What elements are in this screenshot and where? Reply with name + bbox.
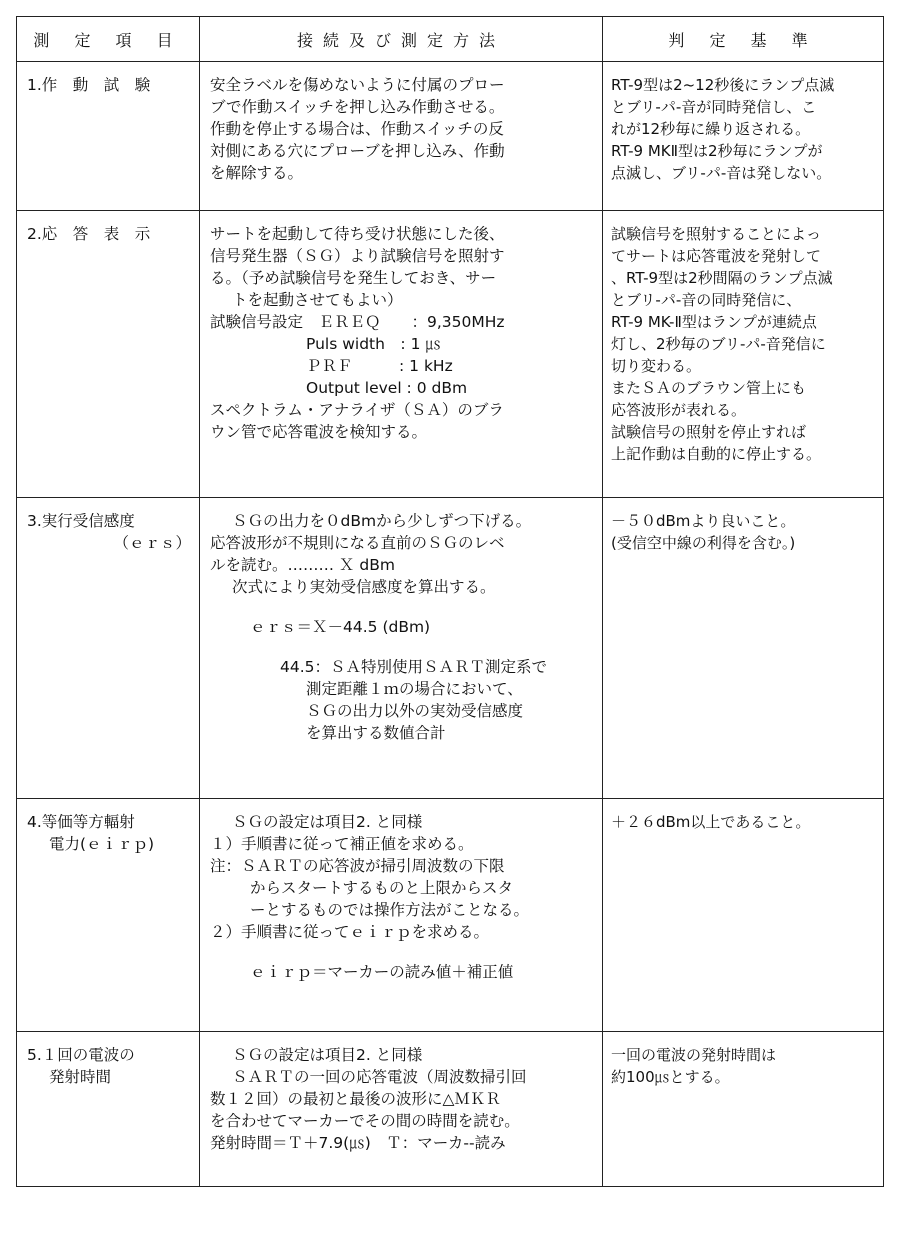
item-cell (17, 62, 200, 211)
method-line: 応答波形が不規則になる直前のＳＧのレベ (210, 534, 505, 552)
signal-setting-ereq: 試験信号設定 ＥＲＥＱ ：9,350MHz (210, 313, 505, 331)
header-criteria: 判 定 基 準 (603, 17, 884, 62)
method-line: ルを読む。……… Ｘ dBm (210, 556, 395, 574)
criteria-line: とブリ-パ-音が同時発信し、こ (611, 98, 817, 116)
criteria-line: とブリ-パ-音の同時発信に、 (611, 291, 802, 309)
item-name: 2.応 答 表 示 (27, 225, 151, 243)
table-row (17, 498, 884, 799)
method-line: 作動を停止する場合は、作動スイッチの反 (210, 120, 504, 138)
method-line: 44.5：ＳＡ特別使用ＳＡＲＴ測定系で (280, 658, 548, 676)
header-item: 測 定 項 目 (17, 17, 200, 62)
method-cell (200, 1032, 603, 1187)
spacer (210, 638, 598, 656)
item-subname: （ｅｒｓ） (113, 534, 191, 552)
criteria-line: 約100㎲とする。 (611, 1068, 730, 1086)
spacer (210, 943, 598, 961)
method-line: トを起動させてもよい） (232, 291, 403, 309)
criteria-line: てサートは応答電波を発射して (611, 247, 822, 265)
criteria-cell (603, 799, 884, 1032)
method-line: ウン管で応答電波を検知する。 (210, 423, 428, 441)
criteria-line: 試験信号の照射を停止すれば (611, 423, 807, 441)
signal-setting-puls-width: Puls width : 1 ㎲ (306, 335, 441, 353)
method-cell (200, 62, 603, 211)
method-line: からスタートするものと上限からスタ (250, 879, 514, 897)
criteria-line: RT-9 MKⅡ型は2秒毎にランプが (611, 142, 823, 160)
item-cell (17, 211, 200, 498)
criteria-line: 試験信号を照射することによっ (611, 225, 822, 243)
item-cell (17, 1032, 200, 1187)
criteria-line: 点滅し、ブリ-パ-音は発しない。 (611, 164, 832, 182)
method-line: 対側にある穴にプローブを押し込み、作動 (210, 142, 505, 160)
method-cell (200, 211, 603, 498)
criteria-line: (受信空中線の利得を含む。) (611, 534, 796, 552)
signal-setting-output-level: Output level : 0 dBm (306, 379, 468, 397)
method-line: を算出する数値合計 (306, 724, 446, 742)
item-name: 4.等価等方輻射 (27, 813, 135, 831)
criteria-line: またＳＡのブラウン管上にも (611, 379, 807, 397)
method-line: 測定距離１ｍの場合において、 (306, 680, 523, 698)
method-line: 信号発生器（ＳＧ）より試験信号を照射す (210, 247, 505, 265)
method-line: 発射時間＝Ｔ＋7.9(㎲) Ｔ：マーカ--読み (210, 1134, 506, 1152)
method-line: スペクトラム・アナライザ（ＳＡ）のブラ (210, 401, 504, 419)
item-name: 5.１回の電波の (27, 1046, 135, 1064)
measurement-spec-table (16, 16, 884, 1187)
item-cell (17, 498, 200, 799)
method-line: る。（予め試験信号を発生しておき、サー (210, 269, 497, 287)
method-line: ２）手順書に従ってｅｉｒｐを求める。 (210, 923, 490, 941)
method-cell (200, 498, 603, 799)
item-subname: 電力(ｅｉｒｐ) (49, 835, 155, 853)
criteria-line: 切り変わる。 (611, 357, 702, 375)
method-cell (200, 799, 603, 1032)
criteria-cell (603, 498, 884, 799)
method-line: サートを起動して待ち受け状態にした後、 (210, 225, 505, 243)
spacer (210, 598, 598, 616)
eirp-formula: ｅｉｒｐ＝マーカーの読み値＋補正値 (250, 963, 514, 981)
criteria-line: 、RT-9型は2秒間隔のランプ点滅 (611, 269, 833, 287)
criteria-line: 一回の電波の発射時間は (611, 1046, 777, 1064)
criteria-line: れが12秒毎に繰り返される。 (611, 120, 811, 138)
table-row (17, 1032, 884, 1187)
table-row (17, 62, 884, 211)
header-row (17, 17, 884, 62)
method-line: 次式により実効受信感度を算出する。 (232, 578, 496, 596)
item-name: 3.実行受信感度 (27, 512, 135, 530)
table-row (17, 211, 884, 498)
criteria-line: RT-9型は2~12秒後にランプ点滅 (611, 76, 835, 94)
item-name: 1.作 動 試 験 (27, 76, 151, 94)
item-cell (17, 799, 200, 1032)
method-line: ＳＧの出力以外の実効受信感度 (306, 702, 524, 720)
criteria-cell (603, 211, 884, 498)
header-method: 接続及び測定方法 (200, 17, 603, 62)
criteria-cell (603, 1032, 884, 1187)
signal-setting-prf: ＰＲＦ : 1 kHz (306, 357, 453, 375)
method-line: ーとするものでは操作方法がことなる。 (250, 901, 530, 919)
method-line: を解除する。 (210, 164, 304, 182)
criteria-line: 上記作動は自動的に停止する。 (611, 445, 822, 463)
criteria-line: RT-9 MK-Ⅱ型はランプが連続点 (611, 313, 817, 331)
method-line: ＳＧの出力を０dBmから少しずつ下げる。 (232, 512, 532, 530)
criteria-cell (603, 62, 884, 211)
criteria-line: 灯し、2秒毎のブリ-パ-音発信に (611, 335, 826, 353)
ers-formula: ｅｒｓ＝Ｘ－44.5 (dBm) (250, 618, 431, 636)
method-line: 注：ＳＡＲＴの応答波が掃引周波数の下限 (210, 857, 505, 875)
table-row (17, 799, 884, 1032)
method-line: 安全ラベルを傷めないように付属のプロー (210, 76, 505, 94)
method-line: ブで作動スイッチを押し込み作動させる。 (210, 98, 505, 116)
method-line: ＳＧの設定は項目2. と同様 (232, 813, 423, 831)
method-line: ＳＡＲＴの一回の応答電波（周波数掃引回 (232, 1068, 527, 1086)
method-line: 数１２回）の最初と最後の波形に△ＭＫＲ (210, 1090, 501, 1108)
method-line: １）手順書に従って補正値を求める。 (210, 835, 474, 853)
criteria-line: 応答波形が表れる。 (611, 401, 747, 419)
item-subname: 発射時間 (49, 1068, 112, 1086)
method-line: ＳＧの設定は項目2. と同様 (232, 1046, 423, 1064)
criteria-line: －５０dBmより良いこと。 (611, 512, 796, 530)
criteria-line: ＋２６dBm以上であること。 (611, 813, 811, 831)
method-line: を合わせてマーカーでその間の時間を読む。 (210, 1112, 520, 1130)
